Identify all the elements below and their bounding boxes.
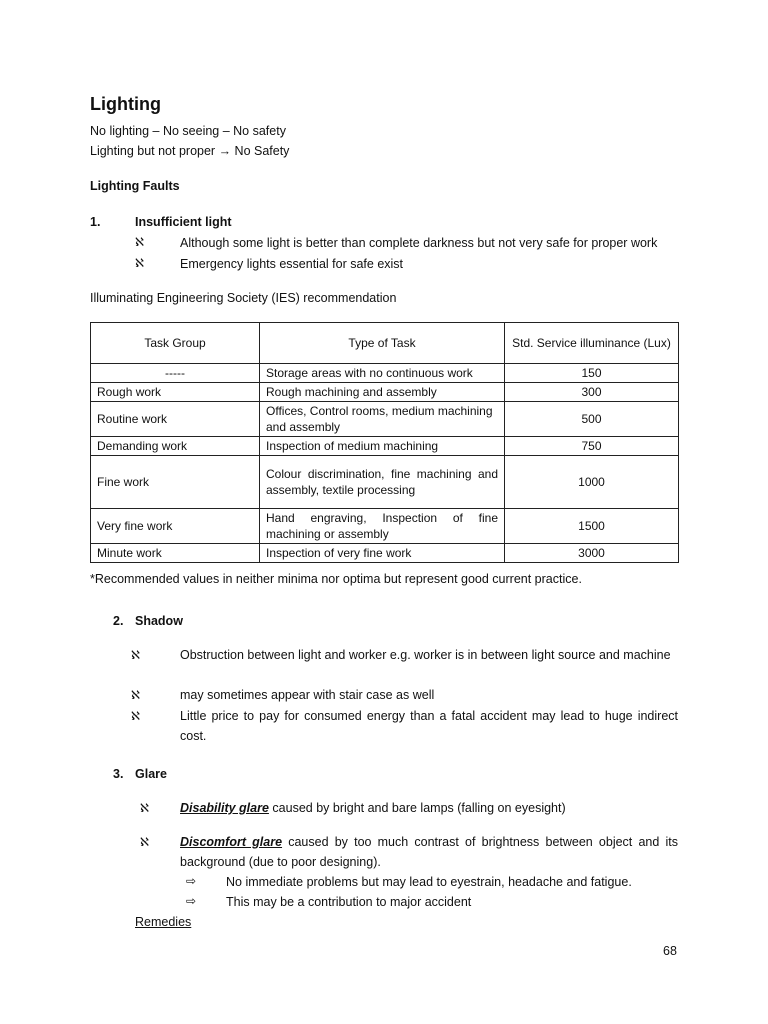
intro-line-2: Lighting but not proper → No Safety [90,144,290,158]
glare-bullet-2 [180,832,678,872]
arrow-right-icon: ⇨ [186,874,197,888]
section-1-title: Insufficient light [135,215,232,229]
task-type-cell: Storage areas with no continuous work [260,364,505,383]
bullet-icon: ℵ [135,235,144,249]
lux-cell: 1000 [505,456,679,509]
bullet-icon: ℵ [135,256,144,270]
section-2-bullet-2: may sometimes appear with stair case as well [180,688,435,702]
task-type-cell: Rough machining and assembly [260,383,505,402]
task-group-cell: Minute work [91,544,260,563]
lux-cell: 300 [505,383,679,402]
column-header: Std. Service illuminance (Lux) [505,323,679,364]
section-1-number: 1. [90,215,101,229]
section-2-number: 2. [113,614,124,628]
ies-caption: Illuminating Engineering Society (IES) recommendation [90,291,397,305]
bullet-icon: ℵ [140,801,149,815]
task-group-cell: ----- [91,364,260,383]
table-row [91,509,679,544]
task-type-cell: Inspection of medium machining [260,437,505,456]
bullet-icon: ℵ [140,835,149,849]
arrow-right-icon: ⇨ [186,894,197,908]
section-3-title: Glare [135,767,167,781]
table-header-row [91,323,679,364]
remedies-heading: Remedies [135,915,192,929]
ies-table [90,322,679,563]
table-row [91,437,679,456]
bullet-icon: ℵ [131,688,140,702]
glare-bullet-1-text: caused by bright and bare lamps (falling on eyesight) [268,801,566,815]
page-number: 68 [663,944,677,958]
table-row [91,383,679,402]
lux-cell: 500 [505,402,679,437]
lux-cell: 3000 [505,544,679,563]
column-header: Task Group [91,323,260,364]
page-title: Lighting [90,94,161,114]
section-2-bullet-1: Obstruction between light and worker e.g. worker is in between light source and machine [180,648,671,662]
discomfort-glare-term: Discomfort glare [180,835,283,849]
section-1-bullet-1: Although some light is better than complete darkness but not very safe for proper work [180,236,658,250]
table-row [91,456,679,509]
section-2-bullet-3: Little price to pay for consumed energy than a fatal accident may lead to huge indirect cost. [180,709,678,743]
lux-cell: 150 [505,364,679,383]
task-group-cell: Rough work [91,383,260,402]
task-type-cell: Colour discrimination, fine machining and assembly, textile processing [260,456,505,509]
task-type-cell: Hand engraving, Inspection of fine machining or assembly [260,509,505,544]
task-type-cell: Inspection of very fine work [260,544,505,563]
task-group-cell: Routine work [91,402,260,437]
section-2-title: Shadow [135,614,183,628]
lux-cell: 750 [505,437,679,456]
task-group-cell: Very fine work [91,509,260,544]
bullet-icon: ℵ [131,709,140,723]
table-footnote: *Recommended values in neither minima nor optima but represent good current practice. [90,572,582,586]
glare-sub-2: This may be a contribution to major accident [226,895,472,909]
table-row [91,544,679,563]
glare-sub-1: No immediate problems but may lead to eyestrain, headache and fatigue. [226,875,632,889]
disability-glare-term: Disability glare [180,801,269,815]
intro-line-1: No lighting – No seeing – No safety [90,124,286,138]
glare-bullet-1 [180,801,566,815]
lux-cell: 1500 [505,509,679,544]
bullet-icon: ℵ [131,648,140,662]
table-row [91,402,679,437]
table-row [91,364,679,383]
section-3-number: 3. [113,767,124,781]
section-1-bullet-2: Emergency lights essential for safe exist [180,257,404,271]
column-header: Type of Task [260,323,505,364]
faults-heading: Lighting Faults [90,179,180,193]
task-group-cell: Demanding work [91,437,260,456]
task-type-cell: Offices, Control rooms, medium machining and assembly [260,402,505,437]
task-group-cell: Fine work [91,456,260,509]
glare-bullet-2-text: caused by too much contrast of brightness between object and its background (due to poor designing). [180,835,678,869]
